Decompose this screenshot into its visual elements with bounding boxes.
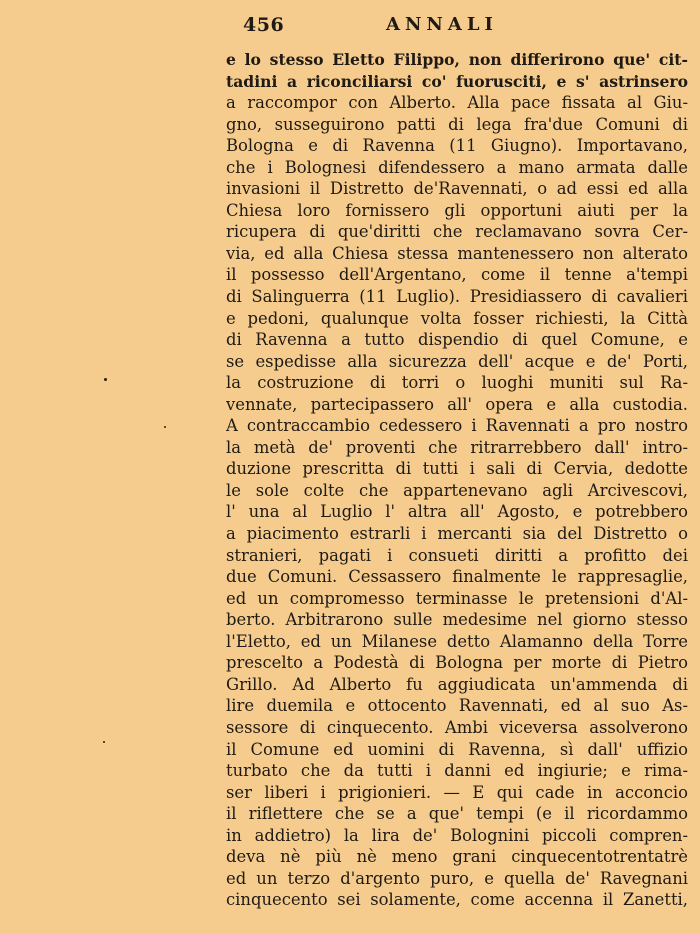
text-line: gno, susseguirono patti di lega fra'due Comuni di xyxy=(226,114,688,134)
text-line: e lo stesso Eletto Filippo, non differirono que' cit- xyxy=(226,50,688,69)
text-line: Grillo. Ad Alberto fu aggiudicata un'ammenda di xyxy=(226,674,688,694)
text-line: Chiesa loro fornissero gli opportuni aiuti per la xyxy=(226,200,688,220)
text-line: ricupera di que'diritti che reclamavano sovra Cer- xyxy=(226,222,688,242)
text-line: via, ed alla Chiesa stessa mantenessero non alterato xyxy=(226,243,688,263)
text-line: turbato che da tutti i danni ed ingiurie; e rima- xyxy=(226,761,688,781)
ink-speck xyxy=(103,741,105,743)
text-line: l' una al Luglio l' altra all' Agosto, e potrebbero xyxy=(226,502,688,522)
text-line: berto. Arbitrarono sulle medesime nel giorno stesso xyxy=(226,610,688,630)
text-line: le sole colte che appartenevano agli Arcivescovi, xyxy=(226,480,688,500)
text-line: vennate, partecipassero all' opera e alla custodia. xyxy=(226,394,688,414)
running-head: ANNALI xyxy=(386,14,498,35)
text-line: il Comune ed uomini di Ravenna, sì dall' uffizio xyxy=(226,739,688,759)
text-line: cinquecento sei solamente, come accenna il Zanetti, xyxy=(226,890,688,910)
text-line: ser liberi i prigionieri. — E qui cade in acconcio xyxy=(226,782,688,802)
text-line: la metà de' proventi che ritrarrebbero dall' intro- xyxy=(226,437,688,457)
text-line: invasioni il Distretto de'Ravennati, o ad essi ed alla xyxy=(226,179,688,199)
body-text xyxy=(226,49,688,911)
text-line: sessore di cinquecento. Ambi viceversa assolverono xyxy=(226,717,688,737)
text-line: ed un terzo d'argento puro, e quella de' Ravegnani xyxy=(226,868,688,888)
text-line: e pedoni, qualunque volta fosser richiesti, la Città xyxy=(226,308,688,328)
text-line: duzione prescritta di tutti i sali di Cervia, dedotte xyxy=(226,459,688,479)
page-number: 456 xyxy=(243,14,285,36)
text-line: il riflettere che se a que' tempi (e il ricordammo xyxy=(226,804,688,824)
text-line: deva nè più nè meno grani cinquecentotrentatrè xyxy=(226,847,688,867)
ink-speck xyxy=(104,378,107,381)
text-line: la costruzione di torri o luoghi muniti sul Ra- xyxy=(226,373,688,393)
text-line: tadini a riconciliarsi co' fuorusciti, e s' astrinsero xyxy=(226,71,688,91)
text-line: A contraccambio cedessero i Ravennati a pro nostro xyxy=(226,416,688,436)
text-line: di Salinguerra (11 Luglio). Presidiassero di cavalieri xyxy=(226,287,688,307)
text-line: a piacimento estrarli i mercanti sia del Distretto o xyxy=(226,524,688,544)
text-line: in addietro) la lira de' Bolognini piccoli compren- xyxy=(226,825,688,845)
text-line: l'Eletto, ed un Milanese detto Alamanno della Torre xyxy=(226,631,688,651)
text-line: di Ravenna a tutto dispendio di quel Comune, e xyxy=(226,330,688,350)
text-line: a raccompor con Alberto. Alla pace fissata al Giu- xyxy=(226,93,688,113)
text-line: il possesso dell'Argentano, come il tenne a'tempi xyxy=(226,265,688,285)
text-line: prescelto a Podestà di Bologna per morte di Pietro xyxy=(226,653,688,673)
text-line: due Comuni. Cessassero finalmente le rappresaglie, xyxy=(226,567,688,587)
text-line: ed un compromesso terminasse le pretensioni d'Al- xyxy=(226,588,688,608)
ink-speck xyxy=(164,426,166,428)
text-line: Bologna e di Ravenna (11 Giugno). Importavano, xyxy=(226,136,688,156)
text-line: che i Bolognesi difendessero a mano armata dalle xyxy=(226,157,688,177)
text-line: se espedisse alla sicurezza dell' acque e de' Porti, xyxy=(226,351,688,371)
text-line: lire duemila e ottocento Ravennati, ed al suo As- xyxy=(226,696,688,716)
text-line: stranieri, pagati i consueti diritti a profitto dei xyxy=(226,545,688,565)
